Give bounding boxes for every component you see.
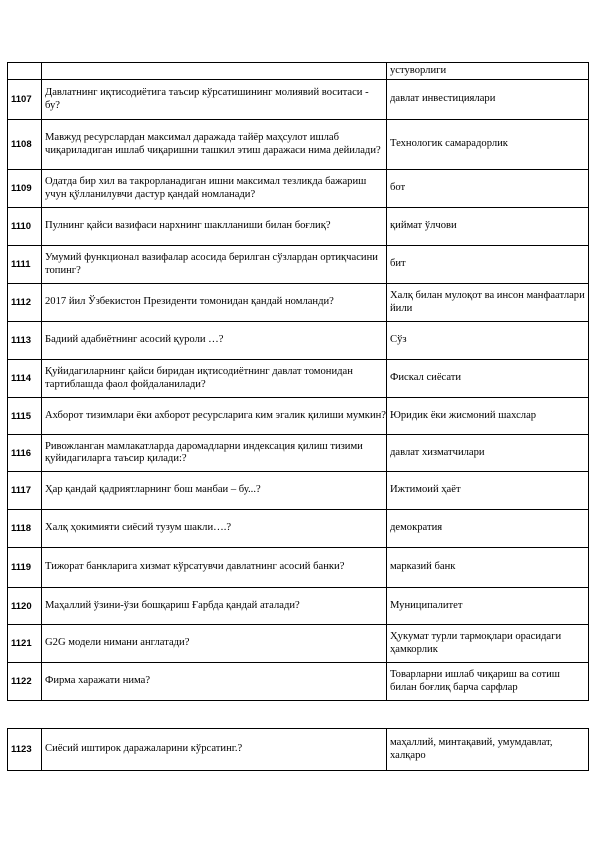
answer-cell: Халқ билан мулоқот ва инсон манфаатлари йили	[387, 284, 589, 322]
table-row	[8, 588, 589, 625]
table-row	[8, 729, 589, 771]
answer-cell: Юридик ёки жисмоний шахслар	[387, 398, 589, 435]
row-number: 1108	[8, 120, 42, 170]
answer-cell: демократия	[387, 510, 589, 548]
row-number: 1121	[8, 625, 42, 663]
question-cell: Давлатнинг иқтисодиётига таъсир кўрсатишининг молиявий воситаси - бу?	[42, 80, 387, 120]
qa-table-continued	[7, 728, 589, 771]
answer-cell: Ҳукумат турли тармоқлари орасидаги ҳамкорлик	[387, 625, 589, 663]
question-cell: Ахборот тизимлари ёки ахборот ресурсларига ким эгалик қилиши мумкин?	[42, 398, 387, 435]
row-number: 1115	[8, 398, 42, 435]
question-cell: Халқ ҳокимияти сиёсий тузум шакли….?	[42, 510, 387, 548]
table-row	[8, 208, 589, 246]
row-number: 1118	[8, 510, 42, 548]
question-cell: Ҳар қандай қадриятларнинг бош манбаи – бу...?	[42, 472, 387, 510]
row-number: 1107	[8, 80, 42, 120]
row-number: 1110	[8, 208, 42, 246]
table-row	[8, 80, 589, 120]
table-row	[8, 548, 589, 588]
answer-cell: давлат хизматчилари	[387, 435, 589, 472]
row-number: 1120	[8, 588, 42, 625]
question-cell: Мавжуд ресурслардан максимал даражада тайёр маҳсулот ишлаб чиқариладиган ишлаб чиқаришни ташкил этиш даражаси нима дейилади?	[42, 120, 387, 170]
answer-cell: Фискал сиёсати	[387, 360, 589, 398]
answer-cell: давлат инвестициялари	[387, 80, 589, 120]
table-row	[8, 625, 589, 663]
answer-cell: Ижтимоий ҳаёт	[387, 472, 589, 510]
answer-cell: Сўз	[387, 322, 589, 360]
row-number: 1112	[8, 284, 42, 322]
qa-table	[7, 62, 589, 701]
answer-cell: бот	[387, 170, 589, 208]
table-row	[8, 510, 589, 548]
question-cell: Сиёсий иштирок даражаларини кўрсатинг.?	[42, 729, 387, 771]
answer-cell: устуворлиги	[387, 63, 589, 80]
table-row	[8, 435, 589, 472]
answer-cell: Технологик самарадорлик	[387, 120, 589, 170]
answer-cell: қиймат ўлчови	[387, 208, 589, 246]
table-row	[8, 284, 589, 322]
question-cell: Одатда бир хил ва такрорланадиган ишни максимал тезликда бажариш учун қўлланилувчи дастур қандай номланади?	[42, 170, 387, 208]
table-row	[8, 663, 589, 701]
question-cell: Қуйидагиларнинг қайси биридан иқтисодиётнинг давлат томонидан тартиблашда фаол фойдаланилади?	[42, 360, 387, 398]
row-number: 1113	[8, 322, 42, 360]
question-cell: Фирма харажати нима?	[42, 663, 387, 701]
question-cell: Бадиий адабиётнинг асосий қуроли …?	[42, 322, 387, 360]
answer-cell: бит	[387, 246, 589, 284]
row-number: 1119	[8, 548, 42, 588]
question-cell: Ривожланган мамлакатларда даромадларни индексация қилиш тизими қуйидагиларга таъсир қилади:?	[42, 435, 387, 472]
row-number: 1111	[8, 246, 42, 284]
row-number: 1123	[8, 729, 42, 771]
answer-cell: Муниципалитет	[387, 588, 589, 625]
question-cell: G2G модели нимани англатади?	[42, 625, 387, 663]
row-number: 1117	[8, 472, 42, 510]
table-row	[8, 63, 589, 80]
table-row	[8, 360, 589, 398]
answer-cell: маҳаллий, минтақавий, умумдавлат, халқаро	[387, 729, 589, 771]
table-row	[8, 322, 589, 360]
question-cell	[42, 63, 387, 80]
row-number: 1109	[8, 170, 42, 208]
table-row	[8, 120, 589, 170]
question-cell: Маҳаллий ўзини-ўзи бошқариш Ғарбда қандай аталади?	[42, 588, 387, 625]
question-cell: Умумий функционал вазифалар асосида берилган сўзлардан ортиқчасини топинг?	[42, 246, 387, 284]
question-cell: Тижорат банкларига хизмат кўрсатувчи давлатнинг асосий банки?	[42, 548, 387, 588]
question-cell: Пулнинг қайси вазифаси нархнинг шаклланиши билан боғлиқ?	[42, 208, 387, 246]
row-number	[8, 63, 42, 80]
question-cell: 2017 йил Ўзбекистон Президенти томонидан қандай номланди?	[42, 284, 387, 322]
answer-cell: Товарларни ишлаб чиқариш ва сотиш билан боғлиқ барча сарфлар	[387, 663, 589, 701]
table-row	[8, 246, 589, 284]
row-number: 1116	[8, 435, 42, 472]
table-row	[8, 170, 589, 208]
table-row	[8, 398, 589, 435]
row-number: 1122	[8, 663, 42, 701]
table-row	[8, 472, 589, 510]
row-number: 1114	[8, 360, 42, 398]
answer-cell: марказий банк	[387, 548, 589, 588]
